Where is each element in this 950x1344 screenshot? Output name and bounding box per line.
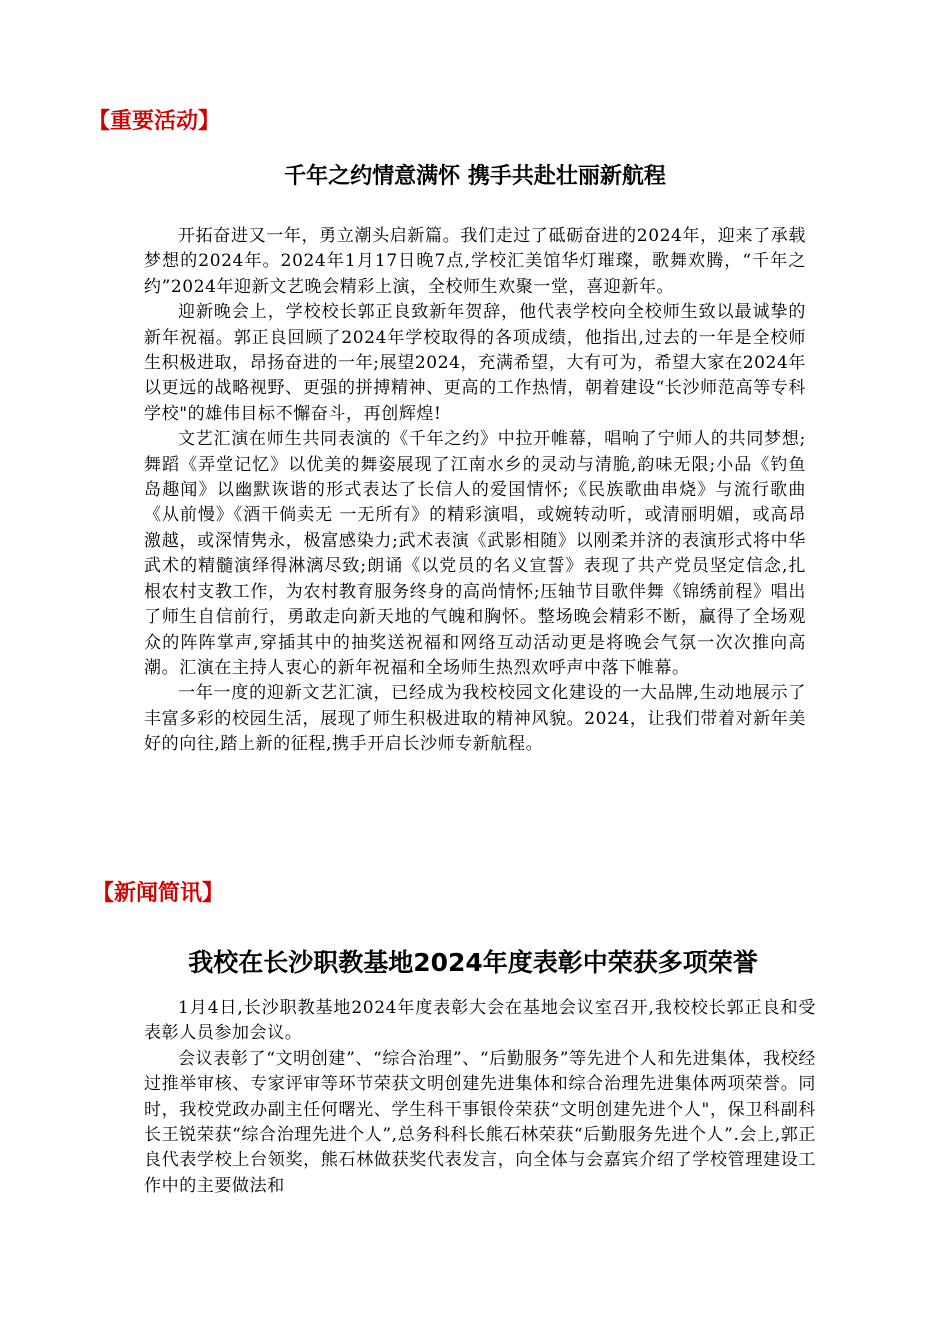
paragraph: 会议表彰了“文明创建”、“综合治理”、“后勤服务”等先进个人和先进集体，我校经过推举审核、专家评审等环节荣获文明创建先进集体和综合治理先进集体两项荣誉。同时，我校党政办副主任何曙光、学生科干事银伶荣获“文明创建先进个人"，保卫科副科长王锐荣获“综合治理先进个人”,总务科科长熊石林荣获“后勤服务先进个人”.会上,郭正良代表学校上台领奖，熊石林做获奖代表发言，向全体与会嘉宾介绍了学校管理建设工作中的主要做法和 (144, 1048, 816, 1196)
paragraph: 一年一度的迎新文艺汇演，已经成为我校校园文化建设的一大品牌,生动地展示了丰富多彩的校园生活，展现了师生积极进取的精神风貌。2024，让我们带着对新年美好的向往,踏上新的征程,携手开启长沙师专新航程。 (144, 683, 806, 755)
paragraph: 1月4日,长沙职教基地2024年度表彰大会在基地会议室召开,我校校长郭正良和受表彰人员参加会议。 (144, 998, 816, 1044)
article-title-honors: 我校在长沙职教基地2024年度表彰中荣获多项荣誉 (188, 948, 758, 977)
article-body-honors (144, 996, 816, 1199)
section-tag-news-brief: 【新闻简讯】 (92, 881, 225, 906)
paragraph: 开拓奋进又一年，勇立潮头启新篇。我们走过了砥砺奋进的2024年，迎来了承载梦想的2024年。2024年1月17日晚7点,学校汇美馆华灯璀璨，歌舞欢腾，“千年之约”2024年迎新文艺晚会精彩上演，全校师生欢聚一堂，喜迎新年。 (144, 226, 806, 297)
section-tag-important-activity: 【重要活动】 (88, 109, 221, 134)
article-body-new-year-gala (144, 224, 806, 758)
article-title-new-year-gala: 千年之约情意满怀 携手共赴壮丽新航程 (284, 164, 666, 189)
paragraph: 文艺汇演在师生共同表演的《千年之约》中拉开帷幕，唱响了宁师人的共同梦想;舞蹈《弄堂记忆》以优美的舞姿展现了江南水乡的灵动与清脆,韵味无限;小品《钓鱼岛趣闻》以幽默诙谐的形式表达了长信人的爱国情怀;《民族歌曲串烧》与流行歌曲《从前慢》《酒干倘卖无 一无所有》的精彩演唱，或婉转动听，或清丽明媚，或高昂激越，或深情隽永，极富感染力;武术表演《武影相随》以刚柔并济的表演形式将中华武术的精髓演绎得淋漓尽致;朗诵《以党员的名义宣誓》表现了共产党员坚定信念,扎根农村支教工作，为农村教育服务终身的高尚情怀;压轴节目歌伴舞《锦绣前程》唱出了师生自信前行，勇敢走向新天地的气魄和胸怀。整场晚会精彩不断，赢得了全场观众的阵阵掌声,穿插其中的抽奖送祝福和网络互动活动更是将晚会气氛一次次推向高潮。汇演在主持人衷心的新年祝福和全场师生热烈欢呼声中落下帷幕。 (144, 429, 806, 678)
paragraph: 迎新晚会上，学校校长郭正良致新年贺辞，他代表学校向全校师生致以最诚挚的新年祝福。郭正良回顾了2024年学校取得的各项成绩，他指出,过去的一年是全校师生积极进取，昂扬奋进的一年;展望2024，充满希望，大有可为，希望大家在2024年以更远的战略视野、更强的拼搏精神、更高的工作热情，朝着建设“长沙师范高等专科学校"的雄伟目标不懈奋斗，再创辉煌! (144, 302, 806, 424)
